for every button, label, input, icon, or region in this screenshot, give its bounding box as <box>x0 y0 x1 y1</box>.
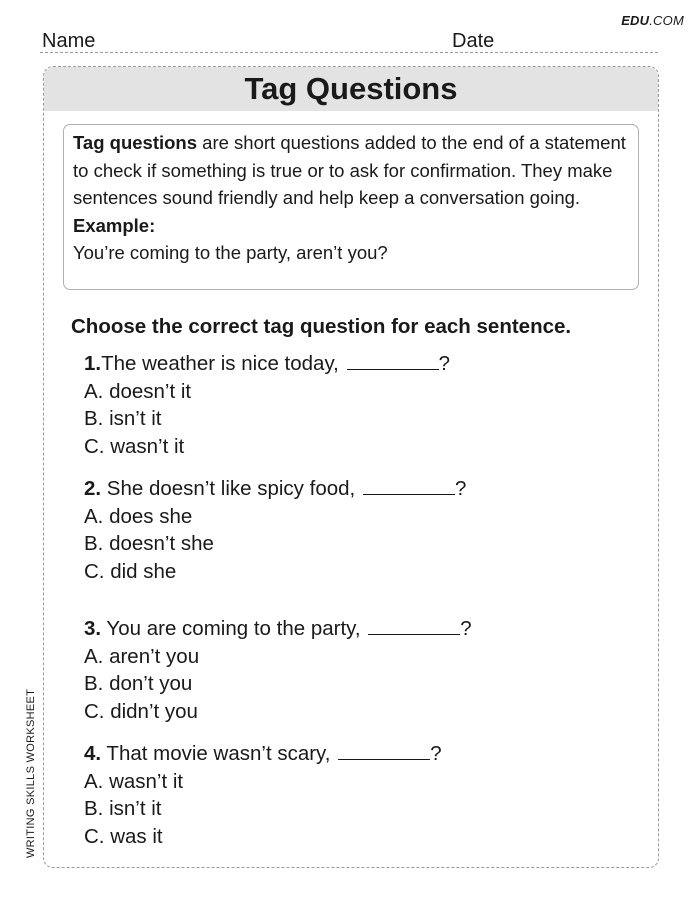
option-a[interactable]: A. aren’t you <box>84 644 200 668</box>
options-list <box>84 643 472 726</box>
question-number: 2. <box>84 477 102 500</box>
question-end: ? <box>454 477 467 500</box>
answer-blank[interactable] <box>338 743 430 760</box>
option-a[interactable]: A. doesn’t it <box>84 379 192 403</box>
options-list <box>84 378 450 461</box>
option-b[interactable]: B. isn’t it <box>84 407 162 430</box>
example-text: You’re coming to the party, aren’t you? <box>73 242 388 263</box>
option-b[interactable]: B. isn’t it <box>84 797 162 820</box>
options-list <box>84 768 442 851</box>
question-end: ? <box>438 352 450 375</box>
question-1 <box>84 350 450 460</box>
example-label: Example: <box>73 214 156 236</box>
question-prompt: The weather is nice today, <box>101 352 345 375</box>
title-bar <box>44 67 658 111</box>
name-label: Name <box>42 30 96 52</box>
worksheet-category-label: WRITING SKILLS WORKSHEET <box>25 688 37 858</box>
question-prompt: She doesn’t like spicy food, <box>101 477 361 500</box>
question-2 <box>84 475 466 585</box>
option-b[interactable]: B. doesn’t she <box>84 532 214 555</box>
answer-blank[interactable] <box>347 353 439 370</box>
name-date-line <box>40 30 658 53</box>
date-label: Date <box>452 30 495 52</box>
option-c[interactable]: C. did she <box>84 559 177 583</box>
question-prompt: That movie wasn’t scary, <box>101 742 337 765</box>
question-prompt: You are coming to the party, <box>101 617 367 640</box>
option-b[interactable]: B. don’t you <box>84 672 193 695</box>
option-c[interactable]: C. wasn’t it <box>84 434 185 458</box>
option-c[interactable]: C. didn’t you <box>84 699 198 723</box>
logo-brand: EDU <box>621 13 650 28</box>
options-list <box>84 503 466 586</box>
question-stem <box>84 615 472 643</box>
instructions: Choose the correct tag question for each sentence. <box>71 315 572 338</box>
definition-term: Tag questions <box>73 132 198 153</box>
question-stem <box>84 740 442 768</box>
page-title: Tag Questions <box>244 71 458 106</box>
question-4 <box>84 740 442 850</box>
option-a[interactable]: A. does she <box>84 504 193 528</box>
question-number: 4. <box>84 742 102 765</box>
worksheet-card <box>43 66 659 868</box>
question-stem <box>84 475 466 503</box>
question-end: ? <box>430 742 442 765</box>
definition-paragraph <box>73 129 628 212</box>
site-logo <box>621 13 684 28</box>
definition-text: are short questions added to the end of a statement to check if something is true or to ask for confirmation. They make sentences sound friendly and help keep a conversation going. <box>73 132 626 208</box>
option-c[interactable]: C. was it <box>84 824 163 848</box>
question-3 <box>84 615 472 725</box>
question-end: ? <box>460 617 472 640</box>
question-number: 1. <box>84 352 102 375</box>
logo-suffix: .COM <box>649 13 684 28</box>
definition-box <box>63 124 639 290</box>
answer-blank[interactable] <box>368 618 460 635</box>
question-stem <box>84 350 450 378</box>
answer-blank[interactable] <box>363 478 455 495</box>
option-a[interactable]: A. wasn’t it <box>84 769 184 793</box>
question-number: 3. <box>84 617 102 640</box>
